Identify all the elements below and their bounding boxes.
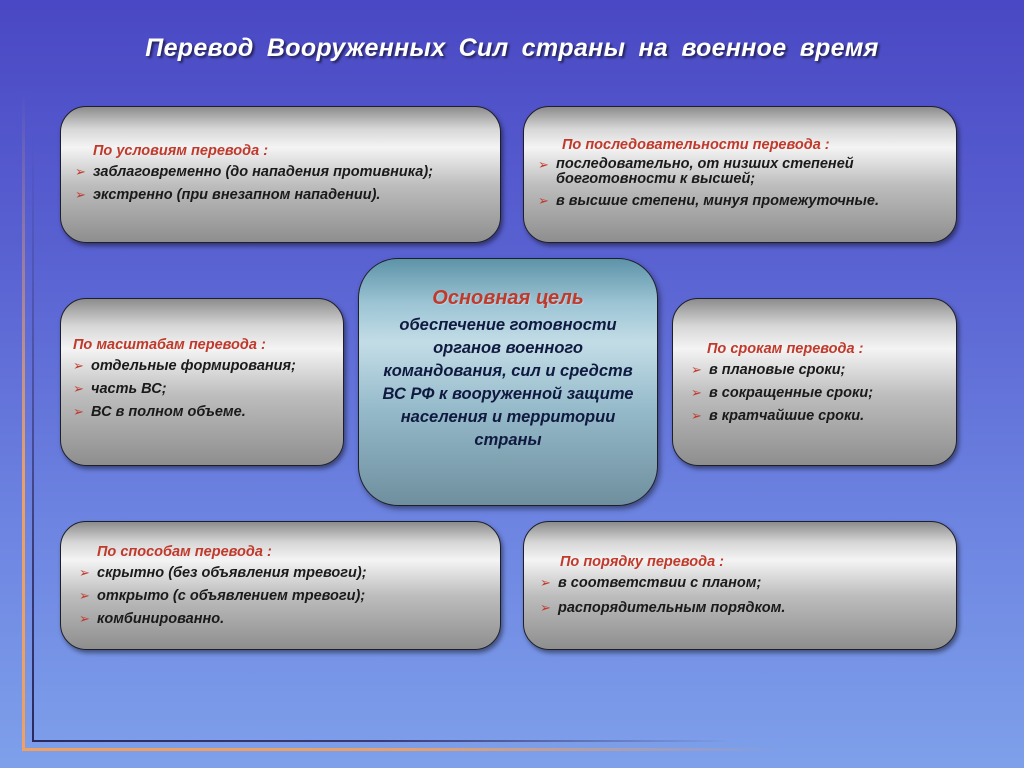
list-item: ➢ ВС в полном объеме. — [73, 404, 246, 420]
arrow-right-icon: ➢ — [538, 193, 549, 208]
box-sequence-heading: По последовательности перевода : — [562, 137, 830, 153]
box-order-list — [540, 574, 942, 617]
list-item: ➢ отдельные формирования; — [73, 358, 296, 374]
box-order-heading: По порядку перевода : — [560, 554, 724, 570]
list-item: ➢ заблаговременно (до нападения противника); — [75, 164, 434, 180]
box-scale-list — [73, 357, 331, 421]
list-item: ➢ комбинированно. — [79, 611, 225, 627]
list-item: ➢ открыто (с объявлением тревоги); — [79, 588, 366, 604]
arrow-right-icon: ➢ — [540, 575, 551, 590]
list-item: ➢ последовательно, от низших степеней боеготовности к высшей; — [538, 156, 854, 187]
arrow-right-icon: ➢ — [691, 362, 702, 377]
list-item: ➢ скрытно (без объявления тревоги); — [79, 565, 367, 581]
arrow-right-icon: ➢ — [79, 565, 90, 580]
arrow-right-icon: ➢ — [79, 611, 90, 626]
box-methods — [60, 521, 501, 650]
list-item: ➢ в высшие степени, минуя промежуточные. — [538, 193, 880, 209]
list-item: ➢ часть ВС; — [73, 381, 167, 397]
list-item: ➢ в плановые сроки; — [691, 362, 846, 378]
box-scale — [60, 298, 344, 466]
arrow-right-icon: ➢ — [538, 157, 549, 172]
frame-line-vertical-1 — [22, 90, 25, 750]
frame-line-horizontal-1 — [22, 748, 782, 751]
box-scale-heading: По масштабам перевода : — [73, 337, 266, 353]
list-item: ➢ в соответствии с планом; — [540, 575, 762, 591]
arrow-right-icon: ➢ — [73, 358, 84, 373]
arrow-right-icon: ➢ — [73, 381, 84, 396]
arrow-right-icon: ➢ — [75, 187, 86, 202]
list-item: ➢ в кратчайшие сроки. — [691, 408, 865, 424]
box-methods-heading: По способам перевода : — [97, 544, 272, 560]
box-conditions-list — [75, 163, 486, 204]
list-item: ➢ распорядительным порядком. — [540, 600, 786, 616]
box-terms — [672, 298, 957, 466]
center-goal-box — [358, 258, 658, 506]
arrow-right-icon: ➢ — [73, 404, 84, 419]
center-text: обеспечение готовности органов военного командования, сил и средств ВС РФ к вооруженной защите населения и территории страны — [382, 316, 634, 449]
box-methods-list — [79, 564, 486, 628]
arrow-right-icon: ➢ — [540, 600, 551, 615]
list-item: ➢ в сокращенные сроки; — [691, 385, 874, 401]
arrow-right-icon: ➢ — [79, 588, 90, 603]
arrow-right-icon: ➢ — [691, 408, 702, 423]
box-order — [523, 521, 957, 650]
list-item: ➢ экстренно (при внезапном нападении). — [75, 187, 381, 203]
page-title: Перевод Вооруженных Сил страны на военное время — [145, 34, 879, 62]
box-terms-heading: По срокам перевода : — [707, 341, 864, 357]
arrow-right-icon: ➢ — [75, 164, 86, 179]
center-heading: Основная цель — [432, 287, 584, 309]
arrow-right-icon: ➢ — [691, 385, 702, 400]
box-conditions-heading: По условиям перевода : — [93, 143, 269, 159]
box-terms-list — [691, 361, 942, 425]
box-conditions — [60, 106, 501, 243]
box-sequence — [523, 106, 957, 243]
frame-line-vertical-2 — [32, 130, 34, 742]
frame-line-horizontal-2 — [32, 740, 732, 742]
box-sequence-list — [538, 157, 942, 210]
